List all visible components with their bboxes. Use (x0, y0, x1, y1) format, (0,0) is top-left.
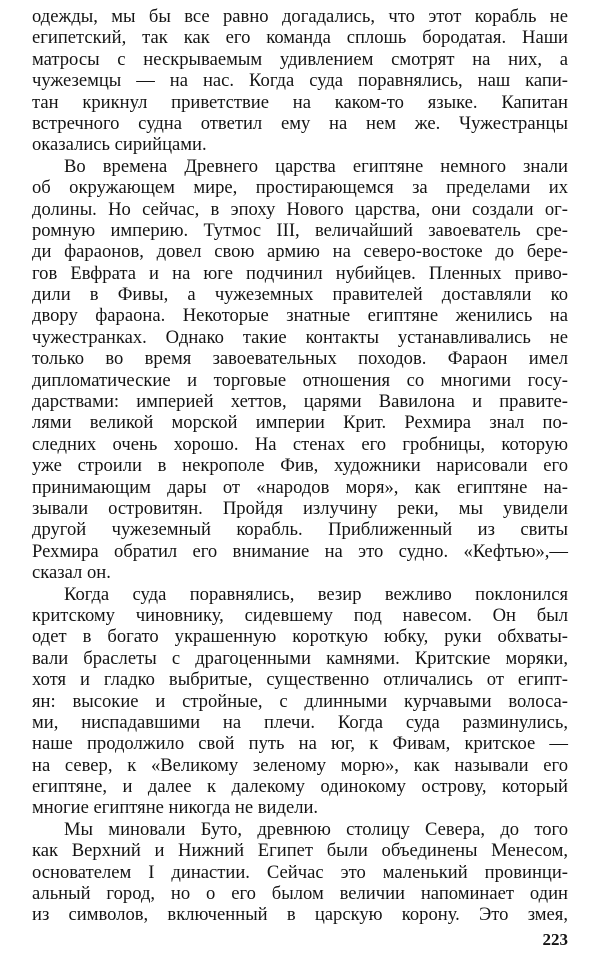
text-line: хотя и гладко выбритые, существенно отличались от египт- (32, 669, 568, 691)
text-line: ми, ниспадавшими на плечи. Когда суда разминулись, (32, 711, 568, 733)
text-line: чужеземцы — на нас. Когда суда поравнялись, наш капи- (32, 70, 568, 92)
text-line: гов Евфрата и на юге подчинил нубийцев. Пленных приво- (32, 262, 568, 284)
text-line: дили в Фивы, а чужеземных правителей доставляли ко (32, 284, 568, 306)
text-line: матросы с нескрываемым удивлением смотрят на них, а (32, 48, 568, 70)
text-line: об окружающем мире, простирающемся за пределами их (32, 177, 568, 199)
text-line: одет в богато украшенную короткую юбку, руки обхваты- (32, 626, 568, 648)
text-line: как Верхний и Нижний Египет были объединены Менесом, (32, 840, 568, 862)
text-line: встречного судна ответил ему на нем же. Чужестранцы (32, 112, 568, 134)
text-line: принимающим дары от «народов моря», как египтяне на- (32, 476, 568, 498)
text-line: зывали островитян. Пройдя излучину реки, мы увидели (32, 497, 568, 519)
text-line: египтяне, и далее к далекому одинокому острову, который (32, 776, 568, 798)
text-line: оказались сирийцами. (32, 134, 207, 156)
text-line: критскому чиновнику, сидевшему под навесом. Он был (32, 604, 568, 626)
text-line: ромную империю. Тутмос III, величайший завоеватель сре- (32, 219, 568, 241)
text-line: сказал он. (32, 562, 111, 584)
text-line: альный город, но о его былом величии напоминает один (32, 883, 568, 905)
text-line: египетский, так как его команда сплошь бородатая. Наши (32, 27, 568, 49)
text-line: чужестранках. Однако такие контакты устанавливались не (32, 326, 568, 348)
text-line: лями великой морской империи Крит. Рехмира знал по- (32, 412, 568, 434)
text-line: дарствами: империей хеттов, царями Вавилона и правите- (32, 391, 568, 413)
text-line: Мы миновали Буто, древнюю столицу Севера, до того (64, 818, 568, 840)
text-line: основателем I династии. Сейчас это маленький провинци- (32, 861, 568, 883)
text-line: следних очень хорошо. На стенах его гробницы, которую (32, 433, 568, 455)
text-line: наше продолжило свой путь на юг, к Фивам, критское — (32, 733, 568, 755)
page-body (32, 6, 568, 926)
text-line: двору фараона. Некоторые знатные египтяне женились на (32, 305, 568, 327)
text-line: только во время завоевательных походов. Фараон имел (32, 348, 568, 370)
text-line: вали браслеты с драгоценными камнями. Критские моряки, (32, 647, 568, 669)
text-line: многие египтяне никогда не видели. (32, 797, 319, 819)
text-line: другой чужеземный корабль. Приближенный из свиты (32, 519, 568, 541)
text-line: из символов, включенный в царскую корону. Это змея, (32, 904, 568, 926)
page-number: 223 (542, 930, 568, 949)
text-line: ян: высокие и стройные, с длинными курчавыми волоса- (32, 690, 568, 712)
text-line: Рехмира обратил его внимание на это судно. «Кефтью»,— (32, 540, 568, 562)
text-line: одежды, мы бы все равно догадались, что этот корабль не (32, 6, 568, 27)
text-line: Во времена Древнего царства египтяне немного знали (64, 155, 568, 177)
text-line: на север, к «Великому зеленому морю», как называли его (32, 754, 568, 776)
text-line: долины. Но сейчас, в эпоху Нового царства, они создали ог- (32, 198, 568, 220)
text-line: ди фараонов, довел свою армию на северо-востоке до бере- (32, 241, 568, 263)
text-line: Когда суда поравнялись, везир вежливо поклонился (64, 583, 568, 605)
text-line: уже строили в некрополе Фив, художники нарисовали его (32, 455, 568, 477)
text-line: дипломатические и торговые отношения со многими госу- (32, 369, 568, 391)
text-line: тан крикнул приветствие на каком-то языке. Капитан (32, 91, 568, 113)
